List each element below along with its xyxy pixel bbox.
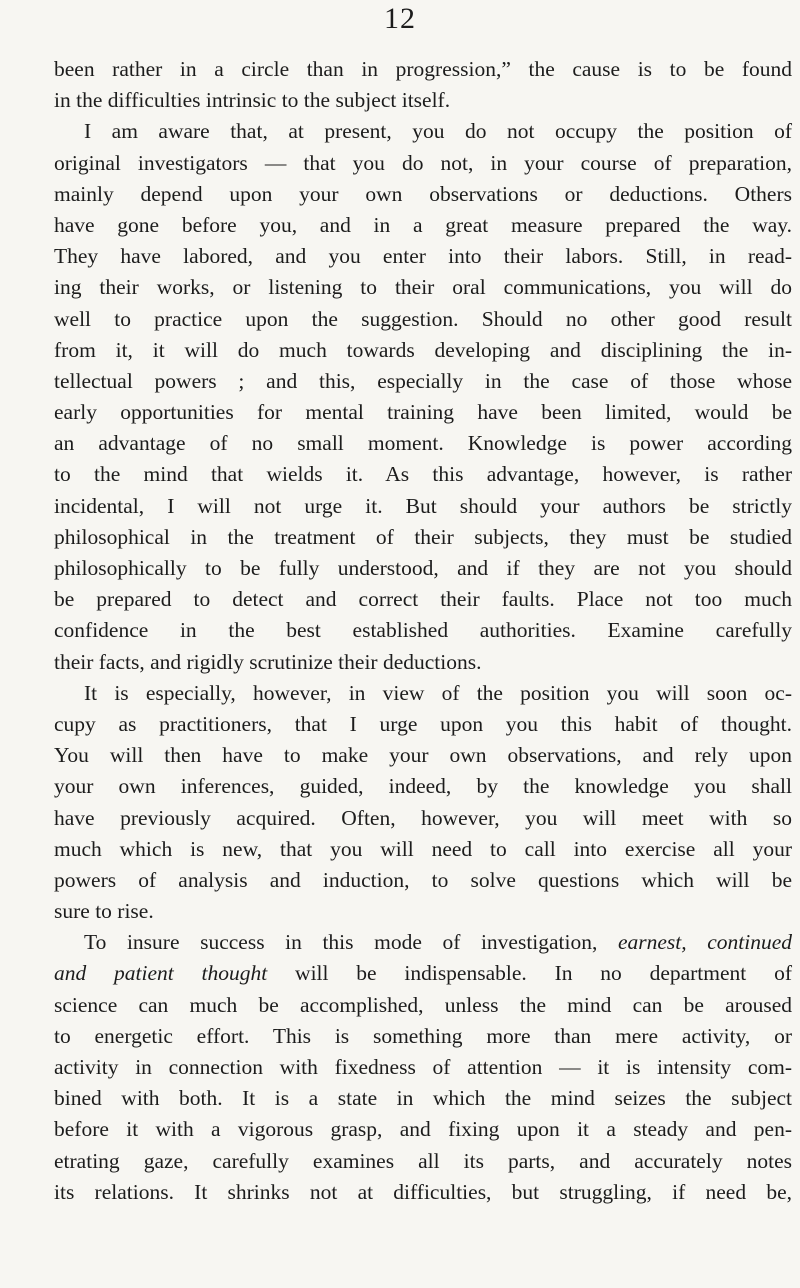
text-line: to energetic effort. This is something more than mere activity, or: [54, 1023, 792, 1048]
text-line: much which is new, that you will need to call into exercise all your: [54, 836, 792, 861]
page-number: 12: [384, 2, 416, 35]
text-line: their facts, and rigidly scrutinize their deductions.: [54, 649, 482, 674]
text-line: ing their works, or listening to their oral communications, you will do: [54, 275, 792, 300]
text-line: philosophically to be fully understood, and if they are not you should: [54, 556, 792, 580]
text-line: cupy as practitioners, that I urge upon you this habit of thought.: [54, 711, 792, 736]
text-line: science can much be accomplished, unless the mind can be aroused: [54, 992, 792, 1017]
text-line: sure to rise.: [54, 899, 154, 924]
text-line: been rather in a circle than in progression,” the cause is to be found: [54, 57, 792, 81]
italic-emphasis: and patient thought: [54, 961, 268, 986]
text-line: It is especially, however, in view of the position you will soon oc-: [84, 680, 792, 705]
paragraph-1: [54, 54, 792, 116]
text-line: philosophical in the treatment of their subjects, they must be studied: [54, 524, 792, 549]
text-line: activity in connection with fixedness of attention — it is intensity com-: [54, 1055, 792, 1079]
text-line: have previously acquired. Often, however, you will meet with so: [54, 805, 792, 830]
text-line: before it with a vigorous grasp, and fixing upon it a steady and pen-: [54, 1117, 792, 1142]
text-line: You will then have to make your own observations, and rely upon: [54, 743, 792, 768]
italic-emphasis: earnest, continued: [617, 930, 793, 955]
text-line: [54, 927, 792, 958]
text-line: have gone before you, and in a great measure prepared the way.: [54, 212, 792, 237]
text-line: be prepared to detect and correct their faults. Place not too much: [54, 587, 792, 612]
text-line: etrating gaze, carefully examines all its parts, and accurately notes: [54, 1148, 792, 1173]
text-line: bined with both. It is a state in which the mind seizes the subject: [54, 1086, 792, 1111]
text-line: I am aware that, at present, you do not occupy the position of: [84, 119, 792, 144]
text-line: well to practice upon the suggestion. Should no other good result: [54, 306, 792, 331]
text-line: mainly depend upon your own observations or deductions. Others: [54, 181, 792, 206]
text-line: its relations. It shrinks not at difficulties, but struggling, if need be,: [54, 1179, 792, 1204]
text-line: to the mind that wields it. As this advantage, however, is rather: [54, 462, 792, 487]
text-line: an advantage of no small moment. Knowledge is power according: [54, 431, 792, 456]
text-line: your own inferences, guided, indeed, by the knowledge you shall: [54, 774, 792, 799]
text-line: confidence in the best established authorities. Examine carefully: [54, 618, 792, 643]
text-line: early opportunities for mental training have been limited, would be: [54, 400, 792, 425]
text-line: from it, it will do much towards developing and disciplining the in-: [54, 337, 792, 362]
text-line: original investigators — that you do not, in your course of preparation,: [54, 150, 792, 175]
text-line: incidental, I will not urge it. But should your authors be strictly: [54, 493, 792, 518]
body-text: [54, 54, 792, 1208]
paragraph-4: [54, 927, 792, 1208]
paragraph-2: [54, 116, 792, 677]
text-run: To insure success in this mode of investigation,: [84, 930, 618, 955]
text-line: in the difficulties intrinsic to the subject itself.: [54, 88, 451, 113]
paragraph-3: [54, 678, 792, 928]
text-line: [54, 958, 792, 989]
text-line: They have labored, and you enter into their labors. Still, in read-: [54, 244, 792, 269]
text-run: will be indispensable. In no department of: [267, 961, 792, 986]
text-line: tellectual powers ; and this, especially in the case of those whose: [54, 368, 792, 393]
text-line: powers of analysis and induction, to solve questions which will be: [54, 867, 792, 892]
